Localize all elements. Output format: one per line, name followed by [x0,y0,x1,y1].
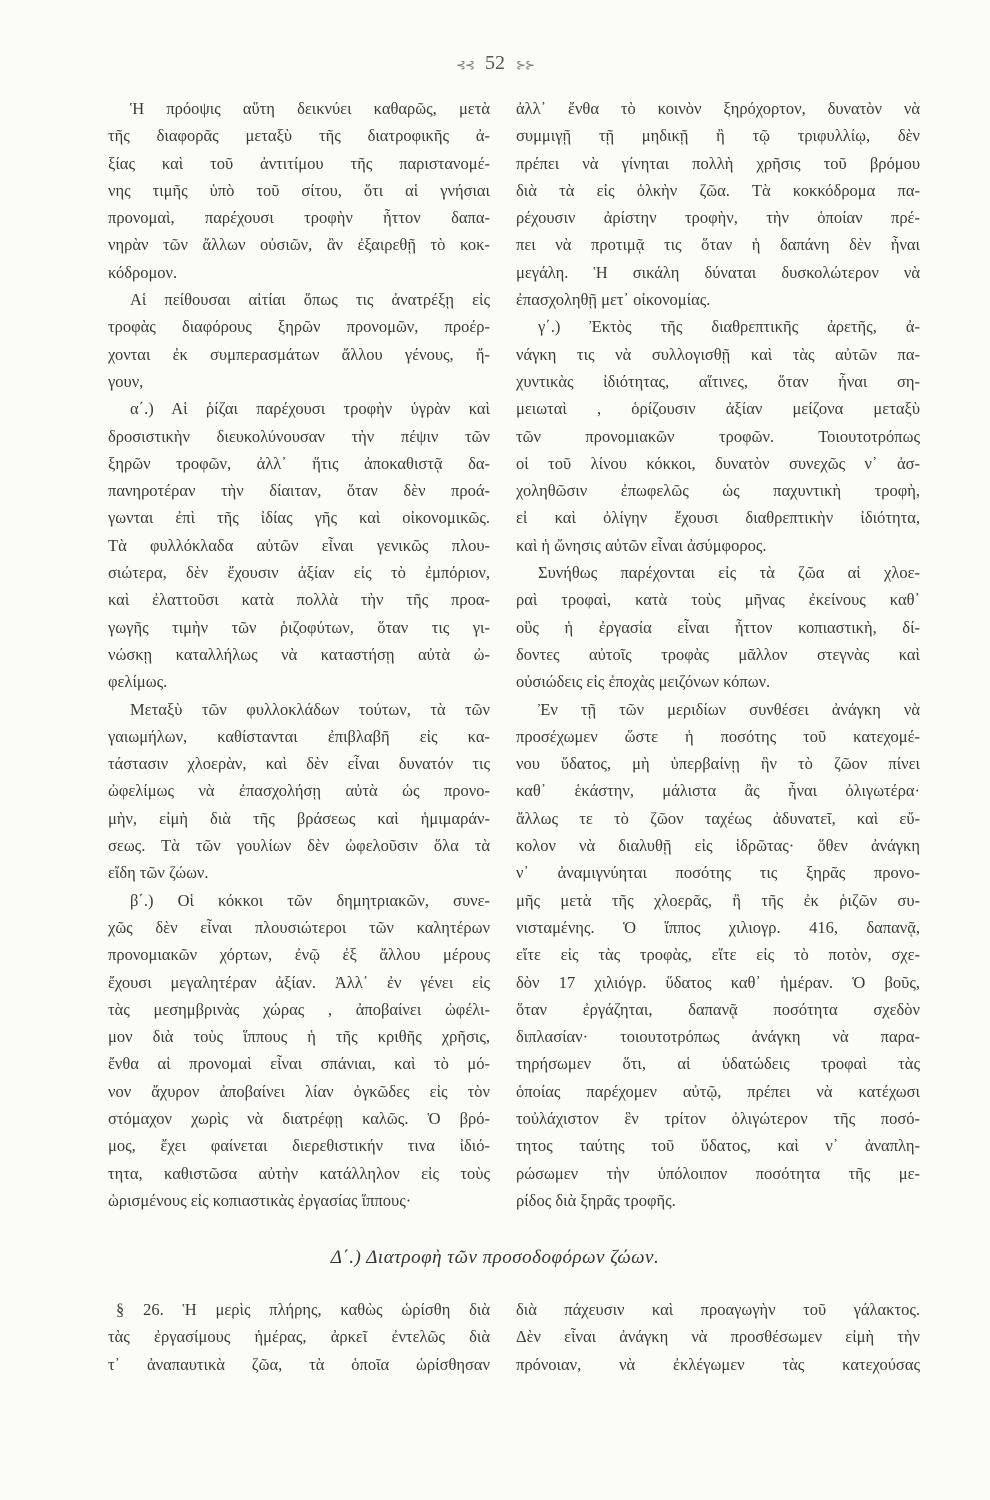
text-line: σιώτερα, δὲν ἔχουσιν ἀξίαν εἰς τὸ ἐμπόριον, [108,563,490,583]
text-line: ἄλλως τε τὸ ζῶον ταχέως ἀδυνατεῖ, καὶ εὔ- [516,808,920,828]
paragraph [108,286,490,395]
text-line: συμμιγῇ τῇ μηδικῇ ἢ τῷ τριφυλλίῳ, δὲν [516,126,920,146]
paragraph [108,95,490,286]
paragraph [516,696,920,1215]
text-line: μεγάλη. Ἡ σικάλη δύναται δυσκολώτερον νὰ [516,262,920,282]
paragraph [108,696,490,887]
text-line: ραὶ τροφαὶ, κατὰ τοὺς μῆνας ἐκείνους καθ᾿ [516,590,920,610]
text-line: νου ὕδατος, μὴ ὑπερβαίνῃ ἣν τὸ ζῶον πίνει [516,754,920,774]
text-line: τῶν προνομιακῶν τροφῶν. Τοιουτοτρόπως [516,426,920,446]
text-line: καθ᾿ ἑκάστην, μάλιστα ἂς ἦναι ὀλιγωτέρα· [516,781,920,801]
text-line: προσέχωμεν ὥστε ἡ ποσότης τοῦ κατεχομέ- [516,726,920,746]
text-line: δροσιστικὴν διευκολύνουσαν τὴν πέψιν τῶν [108,426,490,446]
text-line: τῆς διαφορᾶς μεταξὺ τῆς διατροφικῆς ἀ- [108,126,490,146]
text-line: κόδρομον. [108,262,178,282]
text-line: οὐσιώδεις εἰς ἐποχὰς μειζόνων κόπων. [516,672,771,692]
paragraph [516,559,920,695]
text-line: τὰς μεσημβρινὰς χώρας , ἀποβαίνει ὠφέλι- [108,999,490,1019]
text-line: εἴτε εἰς τὰς τροφὰς, εἴτε εἰς τὸ ποτὸν, σχε- [516,945,920,965]
text-line: χῶς δὲν εἶναι πλουσιώτεροι τῶν καλητέρων [108,917,490,937]
text-line: τηρήσωμεν ὅτι, αἱ ὑδατώδεις τροφαὶ τὰς [516,1054,920,1074]
text-line: ξίας καὶ τοῦ ἀντιτίμου τῆς παριστανομέ- [108,153,490,173]
text-line: Ἡ πρόοψις αὕτη δεικνύει καθαρῶς, μετὰ [130,99,490,118]
ornament-right-icon: ⊱⊱ [516,58,535,72]
page-header [0,52,990,75]
text-line: χονται ἐκ συμπερασμάτων ἄλλου γένους, ἤ- [108,344,490,364]
text-line: φελίμως. [108,672,168,692]
bottom-left-column [108,1296,490,1378]
text-line: ρέχουσιν ἀρίστην τροφὴν, τὴν ὁποίαν πρέ- [516,208,920,228]
paragraph [516,1296,920,1378]
text-line: τ᾿ ἀναπαυτικὰ ζῶα, τὰ ὁποῖα ὡρίσθησαν [108,1354,490,1374]
text-line: εἰ καὶ ὀλίγην ἔχουσι διαθρεπτικὴν ἰδιότητα, [516,508,920,528]
paragraph [516,95,920,313]
text-line: χοληθῶσιν ἐπωφελῶς ὡς παχυντικὴ τροφὴ, [516,481,920,501]
text-line: Μεταξὺ τῶν φυλλοκλάδων τούτων, τὰ τῶν [130,699,490,719]
text-line: γωνται ἐπὶ τῆς ἰδίας γῆς καὶ οἰκονομικῶς. [108,508,490,528]
bottom-right-column [516,1296,920,1378]
text-line: δὸν 17 χιλιόγρ. ὕδατος καθ᾿ ἡμέραν. Ὁ βοῦς, [516,972,920,992]
text-line: τάστασιν χλοερὰν, καὶ δὲν εἶναι δυνατόν τις [108,754,490,774]
text-line: οἱ τοῦ λίνου κόκκοι, δυνατὸν συνεχῶς ν᾿ ἀσ- [516,453,920,473]
ornament-left-icon: ⊰⊰ [455,58,474,72]
text-line: στόμαχον χωρὶς νὰ διατρέφῃ καλῶς. Ὁ βρό- [108,1108,490,1128]
text-line: ὡρισμένους εἰς κοπιαστικὰς ἐργασίας ἵππους· [108,1190,412,1210]
text-line: πρόνοιαν, νὰ ἐκλέγωμεν τὰς κατεχούσας [516,1354,920,1374]
text-line: γ΄.) Ἐκτὸς τῆς διαθρεπτικῆς ἀρετῆς, ἀ- [538,317,920,337]
text-line: Τὰ φυλλόκλαδα αὐτῶν εἶναι γενικῶς πλου- [108,535,490,555]
text-line: καὶ ἡ ὤνησις αὐτῶν εἶναι ἀσύμφορος. [516,535,767,555]
text-line: τοὐλάχιστον ἓν τρίτον ὀλιγώτερον τῆς ποσό- [516,1108,920,1128]
text-line: Δὲν εἶναι ἀνάγκη νὰ προσθέσωμεν εἰμὴ τὴν [516,1327,920,1347]
text-line: προνομιακῶν χόρτων, ἐνῷ ἐξ ἄλλου μέρους [108,945,490,965]
text-line: β΄.) Οἱ κόκκοι τῶν δημητριακῶν, συνε- [130,890,490,910]
text-line: Συνήθως παρέχονται εἰς τὰ ζῶα αἱ χλοε- [538,563,920,583]
text-line: ἔνθα αἱ προνομαὶ εἶναι σπάνιαι, καὶ τὸ μό- [108,1054,490,1074]
text-line: μος, ἔχει φαίνεται διερεθιστικήν τινα ἰδιό- [108,1136,490,1156]
paragraph [108,887,490,1215]
section-heading: Δ΄.) Διατροφὴ τῶν προσοδοφόρων ζώων. [330,1247,660,1268]
text-line: χυντικὰς ἰδιότητας, αἵτινες, ὅταν ἦναι ση- [516,371,920,391]
page-number: 52 [485,52,505,74]
text-line: νισταμένης. Ὁ ἵππος χιλιογρ. 416, δαπανᾷ, [516,917,920,937]
text-line: μὴν, εἰμὴ διὰ τῆς βράσεως καὶ ἡμιμαράν- [108,808,490,828]
text-line: κολον νὰ διαλυθῇ εἰς ἱδρῶτας· ὅθεν ἀνάγκη [516,836,920,856]
text-line: ρώσωμεν τὴν ὑπόλοιπον ποσότητα τῆς με- [516,1163,920,1183]
text-line: Ἐν τῇ τῶν μεριδίων συνθέσει ἀνάγκη νὰ [538,699,920,719]
text-line: τητος ταύτης τοῦ ὕδατος, καὶ ν᾿ ἀναπλη- [516,1136,920,1156]
text-line: ἔχουσι μεγαλητέραν ἀξίαν. Ἀλλ᾿ ἐν γένει εἰς [108,972,490,992]
text-line: νον ἄχυρον ἀποβαίνει λίαν ὀγκῶδες εἰς τὸν [108,1081,490,1101]
paragraph [108,1296,490,1378]
text-line: οὓς ἡ ἐργασία εἶναι ἧττον κοπιαστικὴ, δί- [516,617,920,637]
text-line: προνομαὶ, παρέχουσι τροφὴν ἧττον δαπα- [108,208,490,228]
text-line: γουν, [108,371,144,391]
text-line: ὅταν ἐργάζηται, δαπανᾷ ποσότητα σχεδὸν [516,999,920,1019]
text-line: ἀλλ᾿ ἔνθα τὸ κοινὸν ξηρόχορτον, δυνατὸν νὰ [516,99,920,118]
text-line: τροφὰς διαφόρους ξηρῶν προνομῶν, προέρ- [108,317,490,337]
text-line: ν᾿ ἀναμιγνύηται ποσότης τις ξηρᾶς προνο- [516,863,920,883]
paragraph [108,395,490,695]
text-line: ξηρῶν τροφῶν, ἀλλ᾿ ἥτις ἀποκαθιστᾷ δα- [108,453,490,473]
text-line: διὰ πάχευσιν καὶ προαγωγὴν τοῦ γάλακτος. [516,1300,920,1319]
text-line: πανηροτέραν τὴν δίαιταν, ὅταν δὲν προά- [108,481,490,501]
text-line: δοντες αὐτοῖς τροφὰς μᾶλλον στεγνὰς καὶ [516,644,920,664]
text-line: καὶ ἐλαττοῦσι κατὰ πολλὰ τὴν τῆς προα- [108,590,490,610]
text-line: διὰ τὰ εἰς ὁλκὴν ζῶα. Τὰ κοκκόδρομα πα- [516,180,920,200]
text-line: νώσκῃ καταλλήλως νὰ καταστήσῃ αὐτὰ ὠ- [108,644,490,664]
text-line: ὁποίας παρέχομεν αὐτῷ, πρέπει νὰ κατέχωσι [516,1081,920,1101]
paragraph [516,313,920,559]
text-line: Αἱ πείθουσαι αἰτίαι ὅπως τις ἀνατρέξῃ εἰς [130,290,490,310]
text-line: σεως. Τὰ τῶν γουλίων δὲν ὠφελοῦσιν ὅλα τὰ [108,836,490,856]
text-line: πει νὰ προτιμᾷ τις ὅταν ἡ δαπάνη δὲν ἦναι [516,235,920,255]
text-line: ὠφελίμως νὰ ἐπασχολήσῃ αὐτὰ ὡς προνο- [108,781,490,801]
text-line: εἴδη τῶν ζώων. [108,863,209,883]
text-line: γωγῆς τιμὴν τῶν ῥιζοφύτων, ὅταν τις γι- [108,617,490,637]
text-line: νης τιμῆς ὑπὸ τοῦ σίτου, ὅτι αἱ γνήσιαι [108,180,490,200]
left-column [108,95,490,1214]
text-line: διπλασίαν· τοιουτοτρόπως ἀνάγκη νὰ παρα- [516,1027,920,1047]
text-line: μῆς μετὰ τῆς χλοερᾶς, ἢ τῆς ἐκ ῥιζῶν συ- [516,890,920,910]
text-line: νάγκη τις νὰ συλλογισθῇ καὶ τὰς αὐτῶν πα- [516,344,920,364]
text-line: τητα, καθιστῶσα αὐτὴν κατάλληλον εἰς τοὺς [108,1163,490,1183]
text-line: γαιωμήλων, καθίστανται ἐπιβλαβῆ εἰς κα- [108,726,490,746]
text-line: τὰς ἐργασίμους ἡμέρας, ἀρκεῖ ἐντελῶς διὰ [108,1327,490,1347]
right-column [516,95,920,1214]
text-line: νηρὰν τῶν ἄλλων οὐσιῶν, ἂν ἐξαιρεθῇ τὸ κοκ- [108,235,490,255]
text-line: μειωταὶ , ὁρίζουσιν ἀξίαν μείζονα μεταξὺ [516,399,920,419]
text-line: πρέπει νὰ γίνηται πολλὴ χρῆσις τοῦ βρόμου [516,153,920,173]
text-line: α΄.) Αἱ ῥίζαι παρέχουσι τροφὴν ὑγρὰν καὶ [130,399,490,419]
text-line: μον διὰ τοὺς ἵππους ἡ τῆς κριθῆς χρῆσις, [108,1027,490,1047]
text-line: ρίδος διὰ ξηρᾶς τροφῆς. [516,1190,676,1210]
text-line: ἐπασχοληθῇ μετ᾿ οἰκονομίας. [516,290,711,310]
text-line: § 26. Ἡ μερὶς πλήρης, καθὼς ὡρίσθη διὰ [116,1300,490,1319]
